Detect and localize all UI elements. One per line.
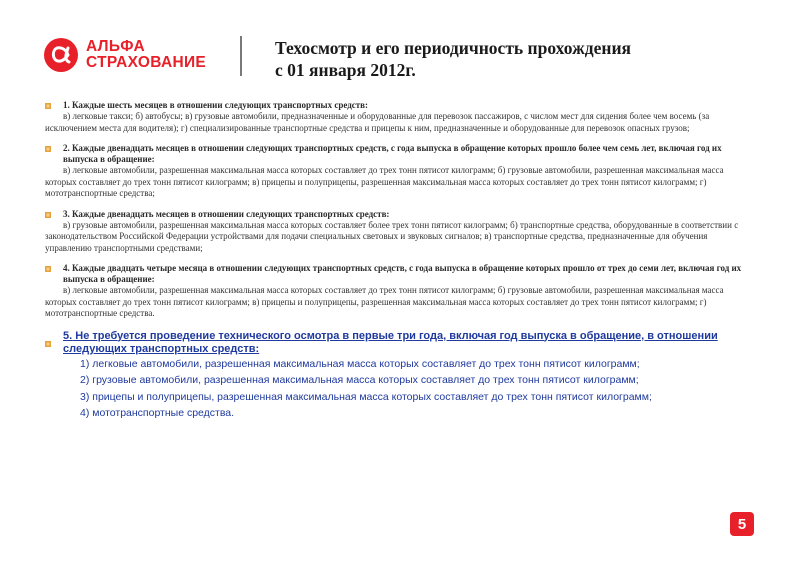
item-body: в) легковые автомобили, разрешенная максимальная масса которых составляет до трех тонн пятисот килограмм; б) грузовые автомобили, разрешенная максимальная масса которых составляет до трех тонн пятисот килограмм; в) прицепы и полуприцепы, разрешенная максимальная масса которых составляет до трех тонн пятисот килограмм; г) мототранспортные средства; <box>45 165 724 198</box>
bullet-icon <box>45 266 51 272</box>
logo-line1: АЛЬФА <box>86 38 145 55</box>
bullet-icon <box>45 103 51 109</box>
list-item <box>45 100 755 134</box>
title-line1: Техосмотр и его периодичность прохождения <box>275 38 632 58</box>
company-logo <box>44 38 206 72</box>
slide-title <box>275 37 775 81</box>
page-number-badge: 5 <box>730 512 754 536</box>
list-item <box>45 263 755 320</box>
header-divider <box>240 36 242 76</box>
item-heading-text: Не требуется проведение технического осмотра в первые три года, включая год выпуска в обращение, в отношении следующих транспортных средств: <box>63 329 718 355</box>
bullet-icon <box>45 212 51 218</box>
list-item-highlight <box>45 330 755 422</box>
sub-item: 1) легковые автомобили, разрешенная максимальная масса которых составляет до трех тонн пятисот килограмм; <box>80 357 640 370</box>
item-heading: 2. Каждые двенадцать месяцев в отношении следующих транспортных средств, с года выпуска в обращение которых прошло более чем семь лет, включая год их выпуска в обращение: <box>63 143 722 164</box>
sub-item: 3) прицепы и полуприцепы, разрешенная максимальная масса которых составляет до трех тонн пятисот килограмм; <box>80 390 652 403</box>
sub-item: 2) грузовые автомобили, разрешенная максимальная масса которых составляет до трех тонн пятисот килограмм; <box>80 374 639 386</box>
item-body: в) грузовые автомобили, разрешенная максимальная масса которых составляет более трех тонн пятисот килограмм; б) транспортные средства, оборудованные в соответствии с законодательством Российской Федерации устройствами для подачи специальных световых и звуковых сигналов; в) транспортные средства, предназначенные для обучения управлению транспортными средствами; <box>45 219 739 253</box>
list-item <box>45 209 755 255</box>
alfa-logo-icon <box>44 38 78 72</box>
sub-item: 4) мототранспортные средства. <box>80 407 235 419</box>
item-heading: 1. Каждые шесть месяцев в отношении следующих транспортных средств: <box>63 100 369 110</box>
item-heading: 3. Каждые двенадцать месяцев в отношении следующих транспортных средств: <box>63 208 390 219</box>
logo-line2: СТРАХОВАНИЕ <box>86 54 207 71</box>
logo-text <box>86 39 206 71</box>
item-body: в) легковые такси; б) автобусы; в) грузовые автомобили, предназначенные и оборудованные для перевозок пассажиров, с числом мест для сидения более чем восемь (за исключением места для водителя); г) специализированные транспортные средства и прицепы к ним, предназначенные и оборудованные для перевозок опасных грузов; <box>45 111 710 133</box>
item-heading: 4. Каждые двадцать четыре месяца в отношении следующих транспортных средств, с года выпуска в обращение которых прошло от трех до семи лет, включая год их выпуска в обращение: <box>63 263 742 284</box>
title-line2: с 01 января 2012г. <box>275 60 416 80</box>
bullet-icon <box>45 334 51 340</box>
bullet-icon <box>45 146 51 152</box>
item-heading <box>63 330 755 356</box>
slide-content <box>45 100 755 422</box>
item-number: 5. <box>63 329 73 342</box>
item-body: в) легковые автомобили, разрешенная максимальная масса которых составляет до трех тонн пятисот килограмм; б) грузовые автомобили, разрешенная максимальная масса которых составляет до трех тонн пятисот килограмм; в) прицепы и полуприцепы, разрешенная максимальная масса которых составляет до трех тонн пятисот килограмм; г) мототранспортные средства. <box>45 285 724 318</box>
list-item <box>45 143 755 200</box>
